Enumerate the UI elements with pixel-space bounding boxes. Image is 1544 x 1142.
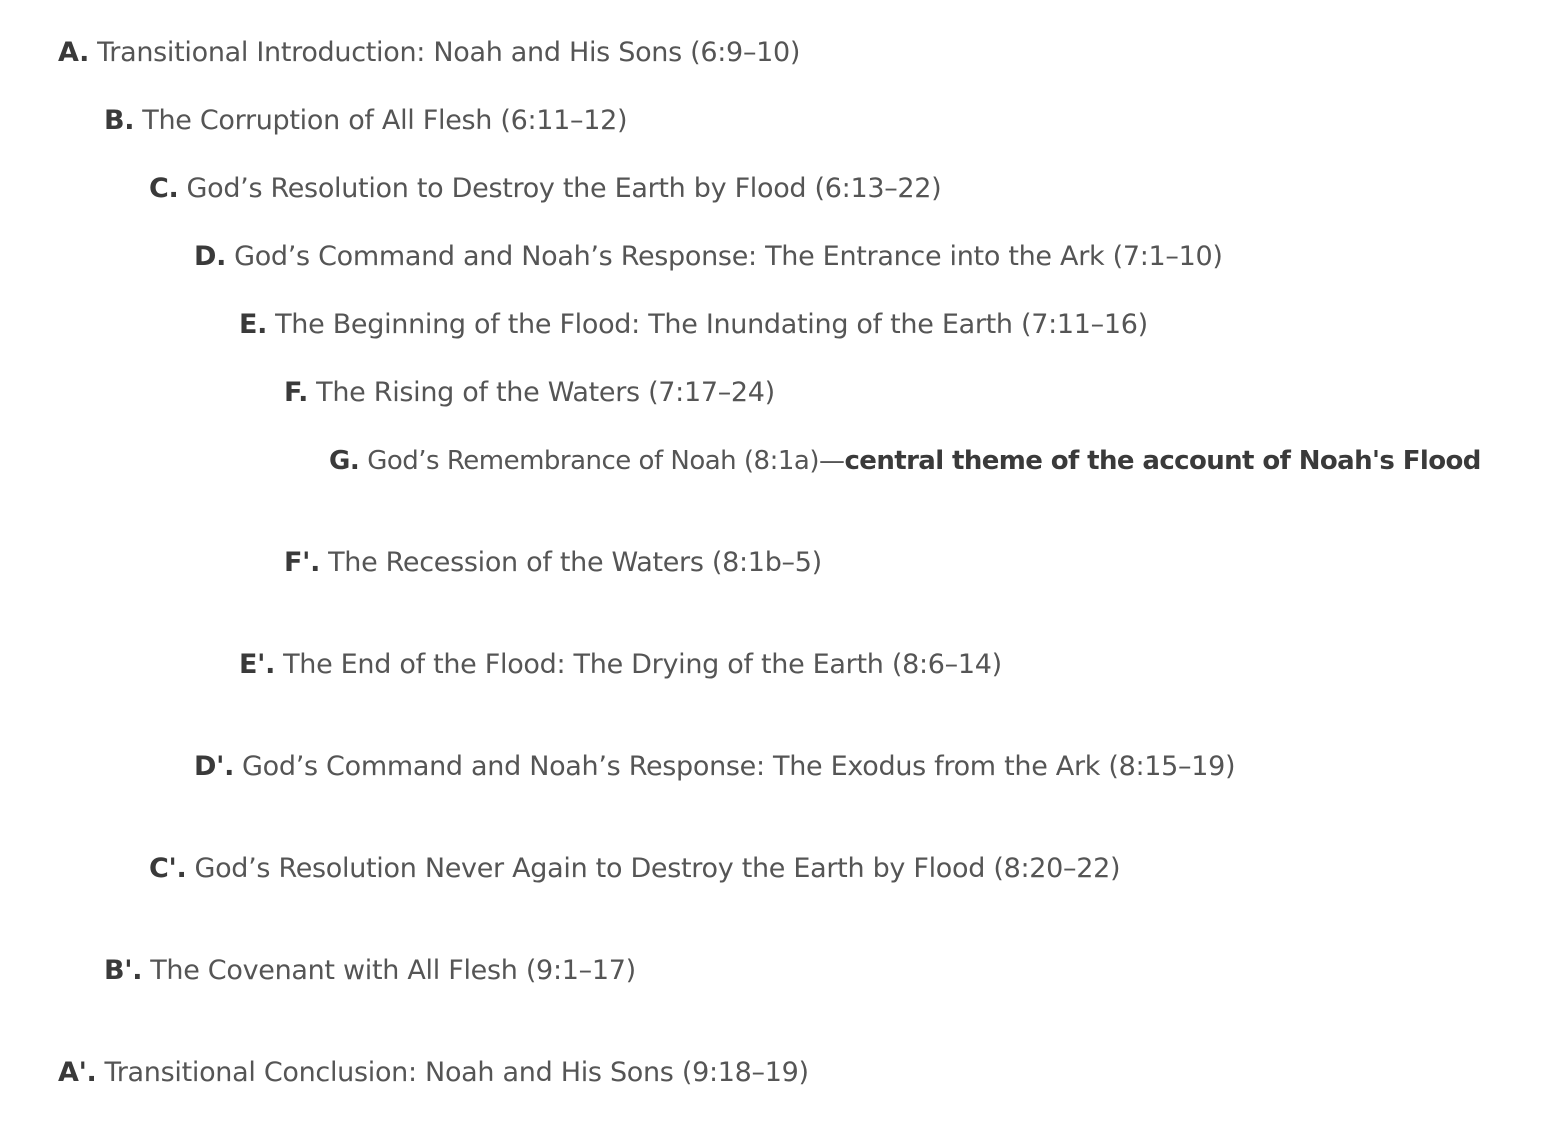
outline-marker: F. bbox=[284, 377, 309, 408]
outline-item-a bbox=[58, 35, 800, 71]
outline-marker: G. bbox=[329, 446, 360, 476]
outline-marker: B. bbox=[104, 105, 135, 136]
outline-item-c-prime bbox=[149, 851, 1120, 887]
outline-marker: E. bbox=[239, 309, 268, 340]
outline-marker: D. bbox=[194, 241, 227, 272]
outline-marker: A'. bbox=[58, 1057, 97, 1088]
outline-text: The Beginning of the Flood: The Inundating of the Earth (7:11–16) bbox=[275, 309, 1148, 340]
outline-marker: D'. bbox=[194, 751, 235, 782]
outline-item-a-prime bbox=[58, 1055, 809, 1091]
outline-item-b-prime bbox=[104, 953, 636, 989]
outline-text: Transitional Conclusion: Noah and His Sons (9:18–19) bbox=[104, 1057, 809, 1088]
outline-marker: E'. bbox=[239, 649, 276, 680]
outline-item-f bbox=[284, 375, 775, 411]
outline-marker: C'. bbox=[149, 853, 187, 884]
outline-item-c bbox=[149, 171, 941, 207]
outline-text: The Corruption of All Flesh (6:11–12) bbox=[142, 105, 628, 136]
outline-text: The Recession of the Waters (8:1b–5) bbox=[328, 547, 822, 578]
outline-item-e bbox=[239, 307, 1148, 343]
outline-item-f-prime bbox=[284, 545, 822, 581]
outline-text: God’s Resolution to Destroy the Earth by Flood (6:13–22) bbox=[186, 173, 942, 204]
central-theme-emphasis: central theme of the account of Noah's Flood bbox=[844, 446, 1481, 476]
outline-marker: C. bbox=[149, 173, 179, 204]
outline-item-b bbox=[104, 103, 627, 139]
outline-marker: A. bbox=[58, 37, 90, 68]
outline-item-g-center bbox=[329, 443, 1481, 479]
outline-marker: B'. bbox=[104, 955, 143, 986]
outline-text: The End of the Flood: The Drying of the Earth (8:6–14) bbox=[283, 649, 1002, 680]
outline-text: The Rising of the Waters (7:17–24) bbox=[316, 377, 775, 408]
outline-item-e-prime bbox=[239, 647, 1002, 683]
outline-text: God’s Command and Noah’s Response: The Entrance into the Ark (7:1–10) bbox=[234, 241, 1223, 272]
outline-text: Transitional Introduction: Noah and His Sons (6:9–10) bbox=[97, 37, 801, 68]
outline-item-d-prime bbox=[194, 749, 1235, 785]
outline-item-d bbox=[194, 239, 1223, 275]
outline-text: God’s Remembrance of Noah (8:1a)— bbox=[367, 446, 845, 476]
outline-marker: F'. bbox=[284, 547, 321, 578]
outline-text: God’s Resolution Never Again to Destroy the Earth by Flood (8:20–22) bbox=[194, 853, 1121, 884]
outline-text: The Covenant with All Flesh (9:1–17) bbox=[150, 955, 636, 986]
outline-text: God’s Command and Noah’s Response: The Exodus from the Ark (8:15–19) bbox=[242, 751, 1236, 782]
